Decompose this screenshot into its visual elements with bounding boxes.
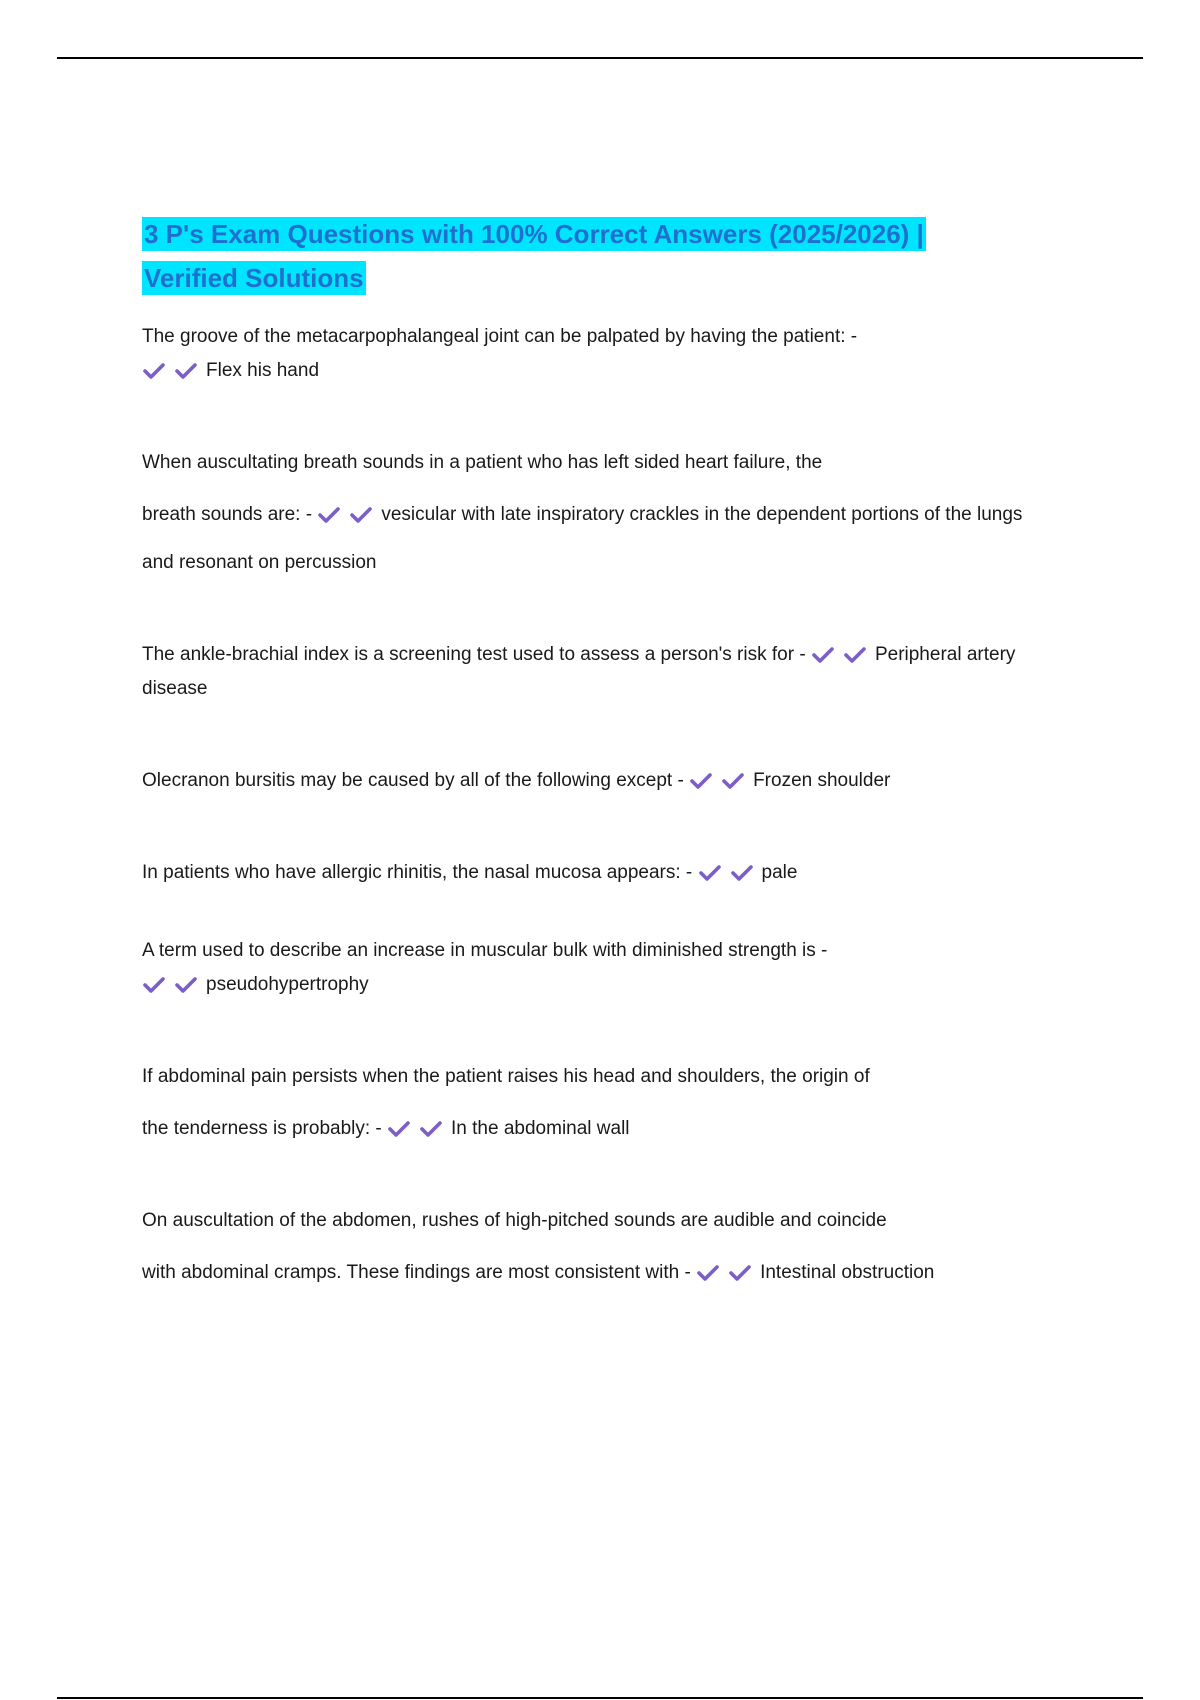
answer-continuation: and resonant on percussion <box>142 552 377 574</box>
check-mark-icon <box>689 771 713 791</box>
question-answer <box>142 498 1062 532</box>
top-rule <box>57 57 1143 59</box>
question-text: The ankle-brachial index is a screening test used to assess a person's risk for - <box>142 644 806 666</box>
answer-marker <box>142 354 206 388</box>
title-line-2: Verified Solutions <box>144 263 364 293</box>
title-line-1: 3 P's Exam Questions with 100% Correct Answers (2025/2026) | <box>144 219 924 249</box>
answer-text: pale <box>761 862 798 884</box>
answer-marker <box>689 764 753 798</box>
answer-marker <box>696 1256 760 1290</box>
check-mark-icon <box>811 645 835 665</box>
check-mark-icon <box>730 863 754 883</box>
answer-text: In the abdominal wall <box>451 1118 630 1140</box>
question-text: When auscultating breath sounds in a patient who has left sided heart failure, the <box>142 452 823 474</box>
check-mark-icon <box>387 1119 411 1139</box>
question-text: On auscultation of the abdomen, rushes of high-pitched sounds are audible and coincide <box>142 1210 887 1232</box>
answer-marker <box>142 968 206 1002</box>
question-text: A term used to describe an increase in muscular bulk with diminished strength is - <box>142 940 828 962</box>
question-answer <box>142 764 1062 798</box>
answer-text: Frozen shoulder <box>753 770 891 792</box>
check-mark-icon <box>317 505 341 525</box>
question-answer <box>142 934 1062 1002</box>
question-text: with abdominal cramps. These findings are most consistent with - <box>142 1262 691 1284</box>
question-text: the tenderness is probably: - <box>142 1118 382 1140</box>
answer-marker <box>317 498 381 532</box>
question-answer <box>142 856 1062 890</box>
check-mark-icon <box>174 361 198 381</box>
check-mark-icon <box>174 975 198 995</box>
answer-text: Peripheral artery disease <box>142 644 1016 700</box>
question-text: If abdominal pain persists when the patient raises his head and shoulders, the origin of <box>142 1066 870 1088</box>
question-text: Olecranon bursitis may be caused by all of the following except - <box>142 770 684 792</box>
answer-marker <box>811 638 875 672</box>
bottom-rule <box>57 1697 1143 1699</box>
question-text: In patients who have allergic rhinitis, the nasal mucosa appears: - <box>142 862 693 884</box>
answer-marker <box>387 1112 451 1146</box>
question-answer <box>142 1256 1062 1290</box>
question-text: The groove of the metacarpophalangeal joint can be palpated by having the patient: - <box>142 326 858 347</box>
question-answer <box>142 1112 1062 1146</box>
question-text: breath sounds are: - <box>142 504 313 526</box>
document-title <box>142 212 1062 300</box>
question-answer <box>142 638 1062 706</box>
check-mark-icon <box>696 1263 720 1283</box>
check-mark-icon <box>721 771 745 791</box>
check-mark-icon <box>419 1119 443 1139</box>
check-mark-icon <box>728 1263 752 1283</box>
check-mark-icon <box>698 863 722 883</box>
check-mark-icon <box>142 361 166 381</box>
question-answer <box>142 320 1062 388</box>
check-mark-icon <box>843 645 867 665</box>
answer-text: vesicular with late inspiratory crackles in the dependent portions of the lungs <box>381 504 1023 526</box>
answer-text: Intestinal obstruction <box>760 1262 935 1284</box>
document-body <box>142 212 1062 1290</box>
answer-text: pseudohypertrophy <box>206 974 369 996</box>
check-mark-icon <box>349 505 373 525</box>
check-mark-icon <box>142 975 166 995</box>
answer-marker <box>698 856 762 890</box>
answer-text: Flex his hand <box>206 360 320 382</box>
